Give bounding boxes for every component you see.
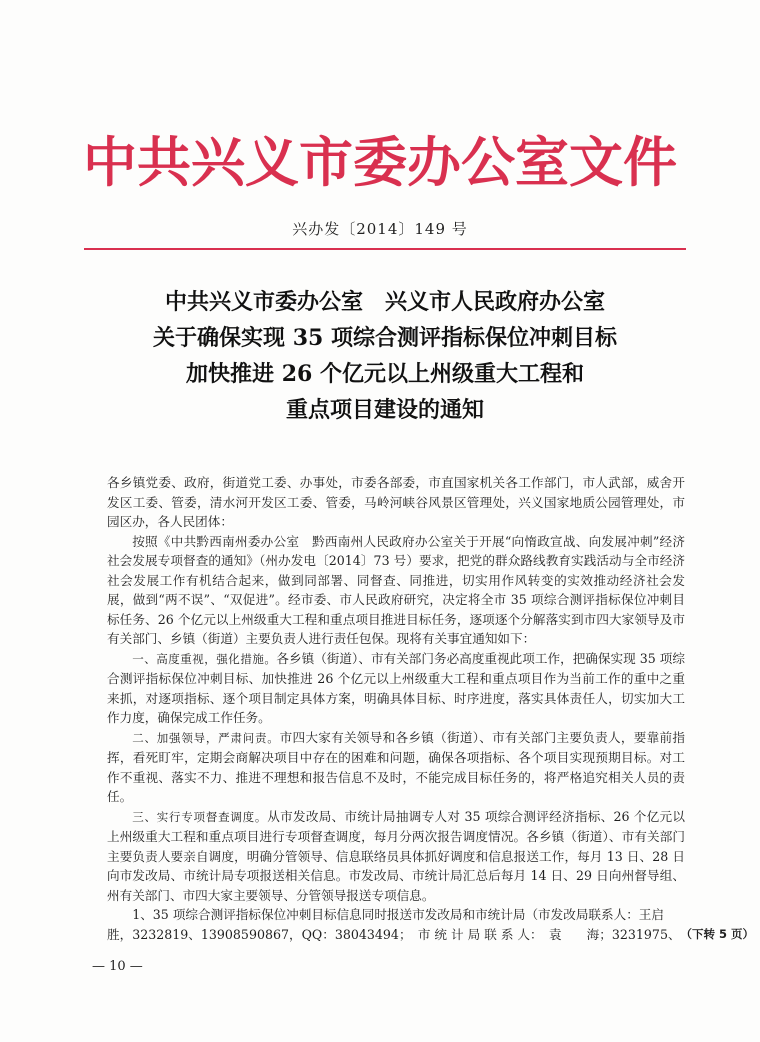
item-1-paragraph: 1、35 项综合测评指标保位冲刺目标信息同时报送市发改局和市统计局（市发改局联系人：王启 bbox=[132, 907, 664, 922]
section-2-paragraph bbox=[107, 728, 685, 807]
notice-title-line: 重点项目建设的通知 bbox=[285, 397, 484, 423]
section-3-paragraph bbox=[107, 807, 685, 906]
notice-title bbox=[84, 284, 686, 428]
section-1-text: 各乡镇（街道）、市有关部门务必高度重视此项工作，把确保实现 35 项综合测评指标保位冲刺目标、加快推进 26 个亿元以上州级重大工程和重点项目作为当前工作的重中之重来抓，对逐项指标、逐个项目制定具体方案，明确具体目标、时序进度，落实具体责任人，切实加大工作力度，确保完成工作任务。 bbox=[107, 650, 686, 725]
notice-title-line: 加快推进 26 个亿元以上州级重大工程和 bbox=[186, 361, 584, 387]
contact-info-text: 胜，3232819、13908590867，QQ：38043494； 市 统 计 局 联 系 人： 袁 海；3231975、 bbox=[107, 926, 681, 942]
continued-page-note: （下转 5 页） bbox=[680, 926, 755, 941]
intro-paragraph: 按照《中共黔西南州委办公室 黔西南州人民政府办公室关于开展“向惰政宣战、向发展冲刺”经济社会发展专项督查的通知》（州办发电〔2014〕73 号）要求，把党的群众路线教育实践活动与全市经济社会发展工作有机结合起来，做到同部署、同督查、同推进，切实用作风转变的实效推动经济社会发展，做到“两不误”、“双促进”。经市委、市人民政府研究，决定将全市 35 项综合测评指标保位冲刺目标任务、26 个亿元以上州级重大工程和重点项目推进目标任务，逐项逐个分解落实到市四大家领导及市有关部门、乡镇（街道）主要负责人进行责任包保。现将有关事宜通知如下： bbox=[107, 533, 685, 646]
section-2-heading: 二、加强领导，严肃问责。 bbox=[132, 730, 280, 745]
section-2-text: 市四大家有关领导和各乡镇（街道）、市有关部门主要负责人，要靠前指挥，看死盯牢，定期会商解决项目中存在的困难和问题，确保各项指标、各个项目实现预期目标。对工作不重视、落实不力、推进不理想和报告信息不及时，不能完成目标任务的，将严格追究相关人员的责任。 bbox=[107, 729, 686, 804]
notice-title-line: 中共兴义市委办公室 兴义市人民政府办公室 bbox=[164, 289, 605, 315]
document-number: 兴办发〔2014〕149 号 bbox=[292, 220, 468, 238]
notice-body bbox=[107, 473, 755, 944]
red-divider-line bbox=[84, 248, 686, 250]
document-header-title: 中共兴义市委办公室文件 bbox=[83, 131, 677, 194]
section-1-paragraph bbox=[107, 649, 685, 728]
notice-title-line: 关于确保实现 35 项综合测评指标保位冲刺目标 bbox=[153, 325, 617, 351]
page-number: — 10 — bbox=[92, 959, 143, 974]
recipients-paragraph: 各乡镇党委、政府，街道党工委、办事处，市委各部委，市直国家机关各工作部门，市人武部，威舍开发区工委、管委，清水河开发区工委、管委，马岭河峡谷风景区管理处，兴义国家地质公园管理处，市园区办，各人民团体： bbox=[107, 475, 685, 529]
section-3-text: 从市发改局、市统计局抽调专人对 35 项综合测评经济指标、26 个亿元以上州级重大工程和重点项目进行专项督查调度，每月分两次报告调度情况。各乡镇（街道）、市有关部门主要负责人要亲自调度，明确分管领导、信息联络员具体抓好调度和信息报送工作，每月 13 日、28 日向市发改局、市统计局专项报送相关信息。市发改局、市统计局汇总后每月 14 日、29 日向州督导组、州有关部门、市四大家主要领导、分管领导报送专项信息。 bbox=[107, 808, 686, 903]
item-1-continued-line bbox=[107, 925, 755, 945]
section-1-heading: 一、高度重视，强化措施。 bbox=[132, 651, 277, 666]
section-3-heading: 三、实行专项督查调度。 bbox=[132, 809, 268, 824]
